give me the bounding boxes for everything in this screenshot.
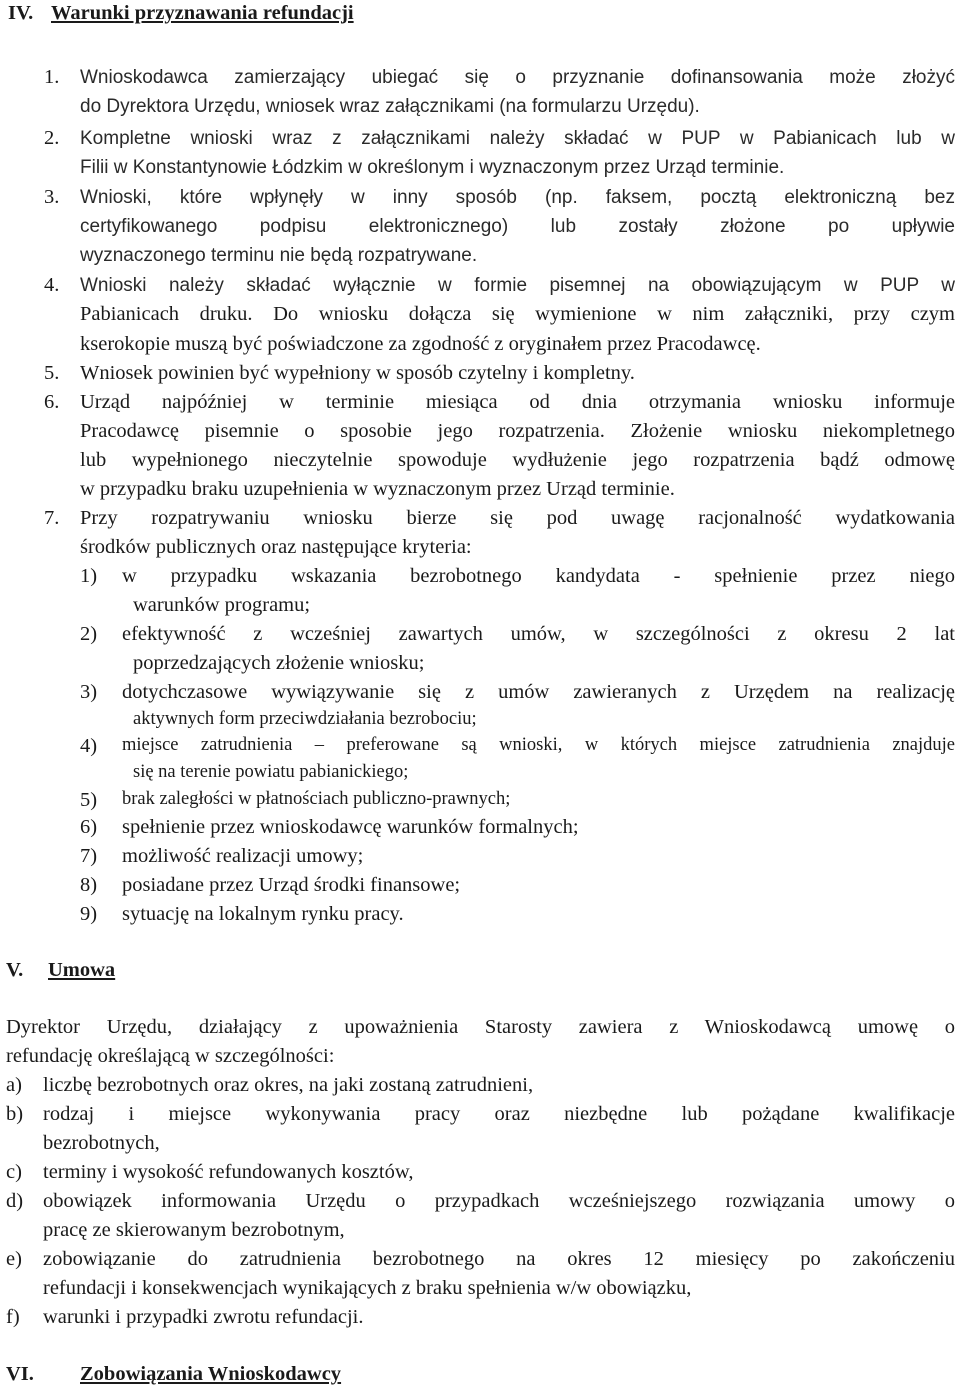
contract-item-letter: a) bbox=[6, 1074, 22, 1096]
item-4-line-3: kserokopie muszą być poświadczone za zgodność z oryginałem przez Pracodawcę. bbox=[80, 333, 761, 355]
criterion-6-line-1: spełnienie przez wnioskodawcę warunków formalnych; bbox=[122, 816, 579, 838]
criterion-3-line-2: aktywnych form przeciwdziałania bezrobociu; bbox=[133, 709, 477, 729]
contract-item-letter: f) bbox=[6, 1306, 20, 1328]
contract-item-e-line-2: refundacji i konsekwencjach wynikających z braku spełnienia w/w obowiązku, bbox=[43, 1277, 692, 1299]
item-2-line-2: Filii w Konstantynowie Łódzkim w określonym i wyznaczonym przez Urząd terminie. bbox=[80, 157, 785, 178]
criterion-2-line-1: efektywność z wcześniej zawartych umów, w szczególności z okresu 2 lat bbox=[122, 623, 955, 645]
item-4-line-1: Wnioski należy składać wyłącznie w formie pisemnej na obowiązującym w PUP w bbox=[80, 275, 955, 296]
contract-item-f-line-1: warunki i przypadki zwrotu refundacji. bbox=[43, 1306, 364, 1328]
item-2-line-1: Kompletne wnioski wraz z załącznikami należy składać w PUP w Pabianicach lub w bbox=[80, 128, 955, 149]
criterion-5-line-1: brak zaległości w płatnościach publiczno-prawnych; bbox=[122, 789, 511, 809]
criterion-1-line-2: warunków programu; bbox=[133, 594, 311, 616]
item-number: 2. bbox=[44, 127, 60, 149]
criterion-number: 5) bbox=[80, 789, 98, 811]
item-3-line-2: certyfikowanego podpisu elektronicznego) lub zostały złożone po upływie bbox=[80, 216, 955, 237]
contract-item-letter: d) bbox=[6, 1190, 24, 1212]
section-vi-numeral: VI. bbox=[6, 1363, 34, 1385]
item-7-line-2: środków publicznych oraz następujące kryteria: bbox=[80, 536, 472, 558]
item-number: 7. bbox=[44, 507, 60, 529]
contract-item-b-line-1: rodzaj i miejsce wykonywania pracy oraz niezbędne lub pożądane kwalifikacje bbox=[43, 1103, 955, 1125]
criterion-number: 9) bbox=[80, 903, 98, 925]
criterion-number: 3) bbox=[80, 681, 98, 703]
criterion-3-line-1: dotychczasowe wywiązywanie się z umów zawieranych z Urzędem na realizację bbox=[122, 681, 955, 703]
item-number: 6. bbox=[44, 391, 60, 413]
item-number: 5. bbox=[44, 362, 60, 384]
contract-item-d-line-2: pracę ze skierowanym bezrobotnym, bbox=[43, 1219, 345, 1241]
criterion-number: 8) bbox=[80, 874, 98, 896]
criterion-number: 6) bbox=[80, 816, 98, 838]
criterion-9-line-1: sytuację na lokalnym rynku pracy. bbox=[122, 903, 404, 925]
item-number: 1. bbox=[44, 66, 60, 88]
item-number: 3. bbox=[44, 186, 60, 208]
section-v-numeral: V. bbox=[6, 959, 24, 981]
contract-item-a-line-1: liczbę bezrobotnych oraz okres, na jaki zostaną zatrudnieni, bbox=[43, 1074, 534, 1096]
criterion-1-line-1: w przypadku wskazania bezrobotnego kandydata - spełnienie przez niego bbox=[122, 565, 955, 587]
criterion-number: 1) bbox=[80, 565, 98, 587]
item-1-line-1: Wnioskodawca zamierzający ubiegać się o przyznanie dofinansowania może złożyć bbox=[80, 67, 955, 88]
item-6-line-1: Urząd najpóźniej w terminie miesiąca od dnia otrzymania wniosku informuje bbox=[80, 391, 955, 413]
contract-item-letter: b) bbox=[6, 1103, 24, 1125]
section-v-intro-line-1: Dyrektor Urzędu, działający z upoważnienia Starosty zawiera z Wnioskodawcą umowę o bbox=[6, 1016, 955, 1038]
contract-item-letter: e) bbox=[6, 1248, 22, 1270]
item-5-line-1: Wniosek powinien być wypełniony w sposób czytelny i kompletny. bbox=[80, 362, 635, 384]
item-4-line-2: Pabianicach druku. Do wniosku dołącza się wymienione w nim załączniki, przy czym bbox=[80, 303, 955, 325]
criterion-number: 7) bbox=[80, 845, 98, 867]
criterion-8-line-1: posiadane przez Urząd środki finansowe; bbox=[122, 874, 461, 896]
contract-item-d-line-1: obowiązek informowania Urzędu o przypadkach wcześniejszego rozwiązania umowy o bbox=[43, 1190, 955, 1212]
item-number: 4. bbox=[44, 274, 60, 296]
item-6-line-4: w przypadku braku uzupełnienia w wyznaczonym przez Urząd terminie. bbox=[80, 478, 675, 500]
criterion-number: 4) bbox=[80, 735, 98, 757]
section-iv-title: Warunki przyznawania refundacji bbox=[51, 2, 354, 24]
criterion-4-line-2: się na terenie powiatu pabianickiego; bbox=[133, 762, 409, 782]
item-1-line-2: do Dyrektora Urzędu, wniosek wraz załącznikami (na formularzu Urzędu). bbox=[80, 96, 700, 117]
criterion-2-line-2: poprzedzających złożenie wniosku; bbox=[133, 652, 425, 674]
contract-item-e-line-1: zobowiązanie do zatrudnienia bezrobotnego na okres 12 miesięcy po zakończeniu bbox=[43, 1248, 955, 1270]
item-3-line-1: Wnioski, które wpłynęły w inny sposób (np. faksem, pocztą elektroniczną bez bbox=[80, 187, 955, 208]
criterion-number: 2) bbox=[80, 623, 98, 645]
item-6-line-2: Pracodawcę pisemnie o sposobie jego rozpatrzenia. Złożenie wniosku niekompletnego bbox=[80, 420, 955, 442]
section-v-intro-line-2: refundację określającą w szczególności: bbox=[6, 1045, 335, 1067]
section-iv-numeral: IV. bbox=[8, 2, 34, 24]
item-3-line-3: wyznaczonego terminu nie będą rozpatrywane. bbox=[80, 245, 478, 266]
item-7-line-1: Przy rozpatrywaniu wniosku bierze się pod uwagę racjonalność wydatkowania bbox=[80, 507, 955, 529]
contract-item-c-line-1: terminy i wysokość refundowanych kosztów, bbox=[43, 1161, 414, 1183]
section-vi-title: Zobowiązania Wnioskodawcy bbox=[80, 1363, 342, 1385]
item-6-line-3: lub wypełnionego nieczytelnie spowoduje wydłużenie jego rozpatrzenia bądź odmowę bbox=[80, 449, 955, 471]
criterion-4-line-1: miejsce zatrudnienia – preferowane są wnioski, w których miejsce zatrudnienia znajduje bbox=[122, 735, 955, 755]
criterion-7-line-1: możliwość realizacji umowy; bbox=[122, 845, 364, 867]
contract-item-letter: c) bbox=[6, 1161, 22, 1183]
contract-item-b-line-2: bezrobotnych, bbox=[43, 1132, 160, 1154]
section-v-title: Umowa bbox=[48, 959, 116, 981]
